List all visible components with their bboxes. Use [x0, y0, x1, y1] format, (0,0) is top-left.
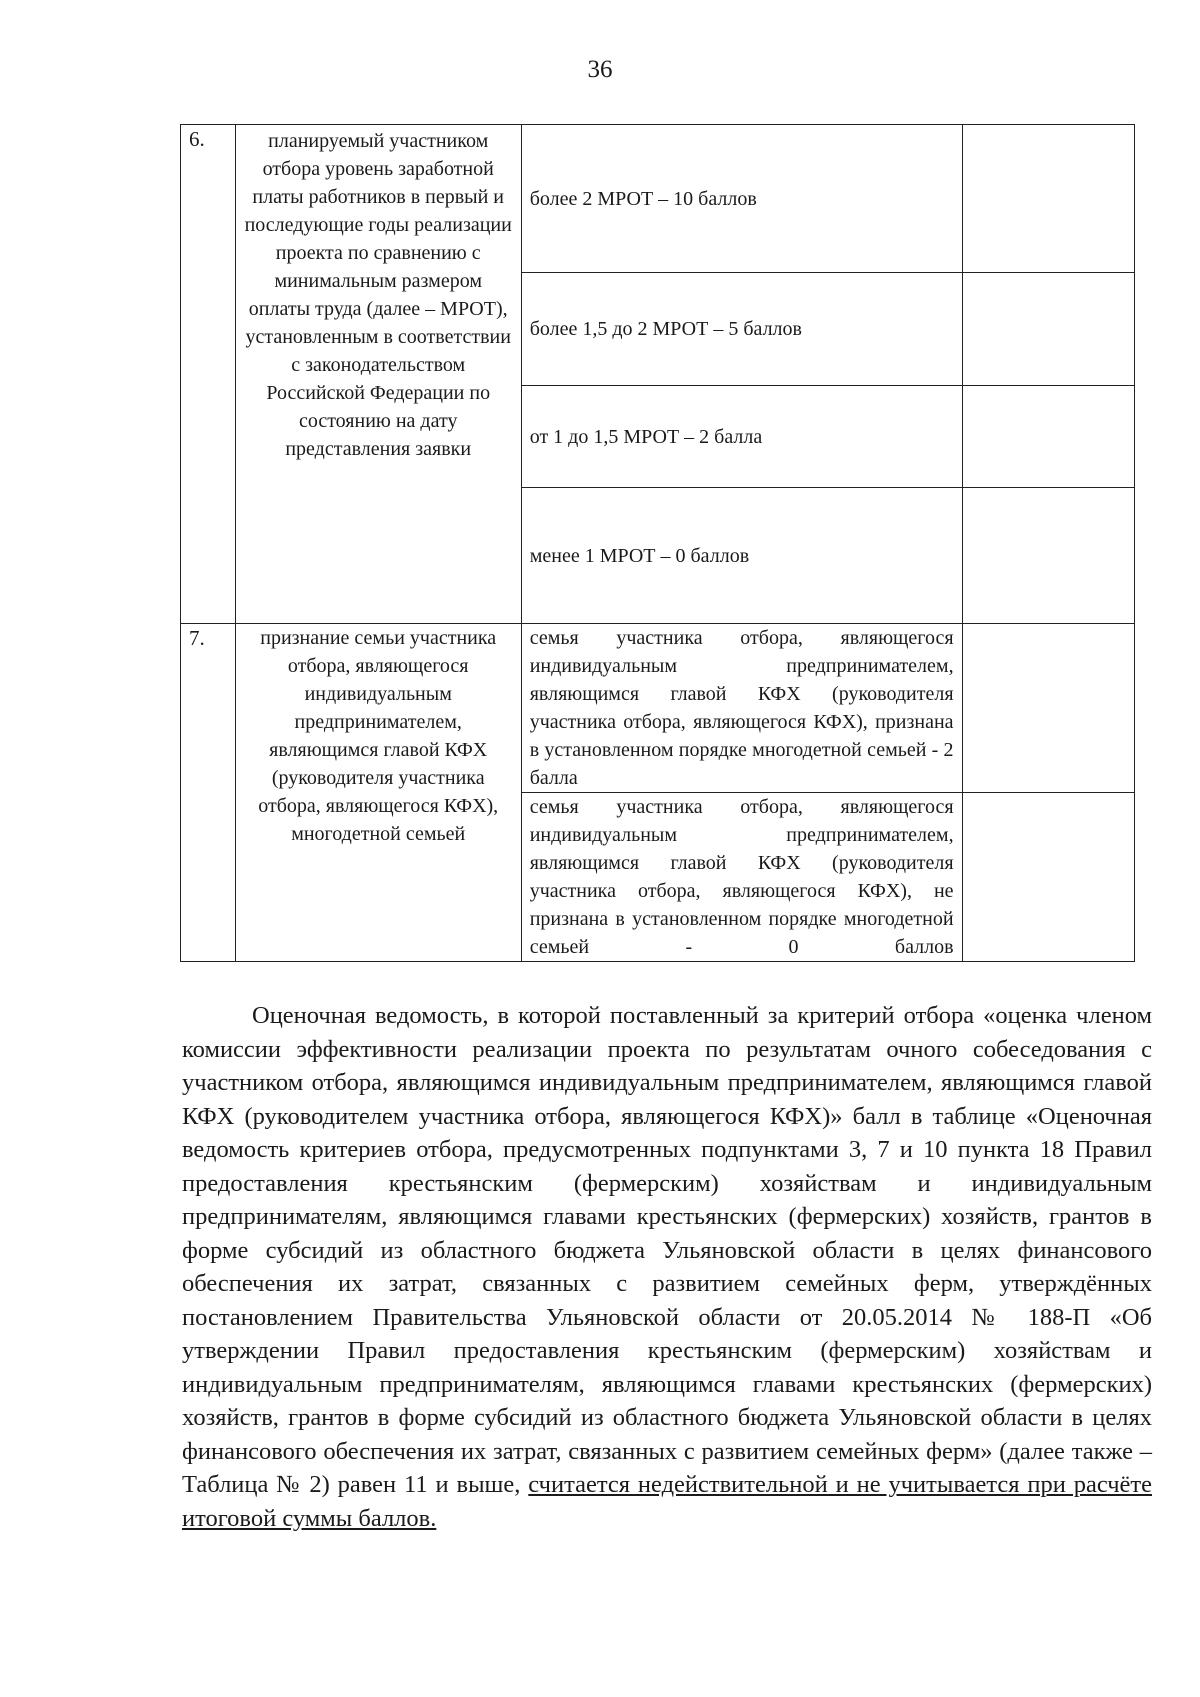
score-cell: от 1 до 1,5 МРОТ – 2 балла — [521, 386, 962, 488]
row-number: 6. — [181, 125, 236, 624]
table-row — [181, 624, 1135, 793]
score-cell: семья участника отбора, являющегося индивидуальным предпринимателем, являющимся главой КФХ (руководителя участника отбора, являющегося КФХ), признана в установленном порядке многодетной семьей - 2 балла — [521, 624, 962, 793]
row-number: 7. — [181, 624, 236, 962]
points-cell — [962, 624, 1134, 793]
paragraph-text: Оценочная ведомость, в которой поставленный за критерий отбора «оценка членом комиссии эффективности реализации проекта по результатам очного собеседования с участником отбора, являющимся индивидуальным предпринимателем, являющимся главой КФХ (руководителем участника отбора, являющегося КФХ)» балл в таблице «Оценочная ведомость критериев отбора, предусмотренных подпунктами 3, 7 и 10 пункта 18 Правил предоставления крестьянским (фермерским) хозяйствам и индивидуальным предпринимателям, являющимся главами крестьянских (фермерских) хозяйств, грантов в форме субсидий из областного бюджета Ульяновской области в целях финансового обеспечения их затрат, связанных с развитием семейных ферм, утверждённых постановлением Правительства Ульяновской области от 20.05.2014 № 188-П «Об утверждении Правил предоставления крестьянским (фермерским) хозяйствам и индивидуальным предпринимателям, являющимся главами крестьянских (фермерских) хозяйств, грантов в форме субсидий из областного бюджета Ульяновской области в целях финансового обеспечения их затрат, связанных с развитием семейных ферм» (далее также – Таблица № 2) равен 11 и выше, — [182, 1002, 1152, 1498]
criterion-cell: признание семьи участника отбора, являющегося индивидуальным предпринимателем, являющимся главой КФХ (руководителя участника отбора, являющегося КФХ), многодетной семьей — [235, 624, 521, 962]
points-cell — [962, 273, 1134, 386]
points-cell — [962, 386, 1134, 488]
points-cell — [962, 488, 1134, 624]
points-cell — [962, 125, 1134, 273]
underlined-clause: считается недействительной и не учитывается при расчёте итоговой суммы баллов. — [182, 1471, 1153, 1532]
page-number: 36 — [587, 56, 613, 83]
criterion-cell: планируемый участником отбора уровень заработной платы работников в первый и последующие годы реализации проекта по сравнению с минимальным размером оплаты труда (далее – МРОТ), установленным в соответствии с законодательством Российской Федерации по состоянию на дату представления заявки — [235, 125, 521, 624]
score-cell: более 2 МРОТ – 10 баллов — [521, 125, 962, 273]
points-cell — [962, 793, 1134, 962]
table-row — [181, 125, 1135, 273]
body-paragraph — [182, 999, 1152, 1535]
criteria-table — [180, 124, 1135, 962]
score-cell: менее 1 МРОТ – 0 баллов — [521, 488, 962, 624]
score-cell: семья участника отбора, являющегося индивидуальным предпринимателем, являющимся главой КФХ (руководителя участника отбора, являющегося КФХ), не признана в установленном порядке многодетной семьей - 0 баллов — [521, 793, 962, 962]
score-cell: более 1,5 до 2 МРОТ – 5 баллов — [521, 273, 962, 386]
